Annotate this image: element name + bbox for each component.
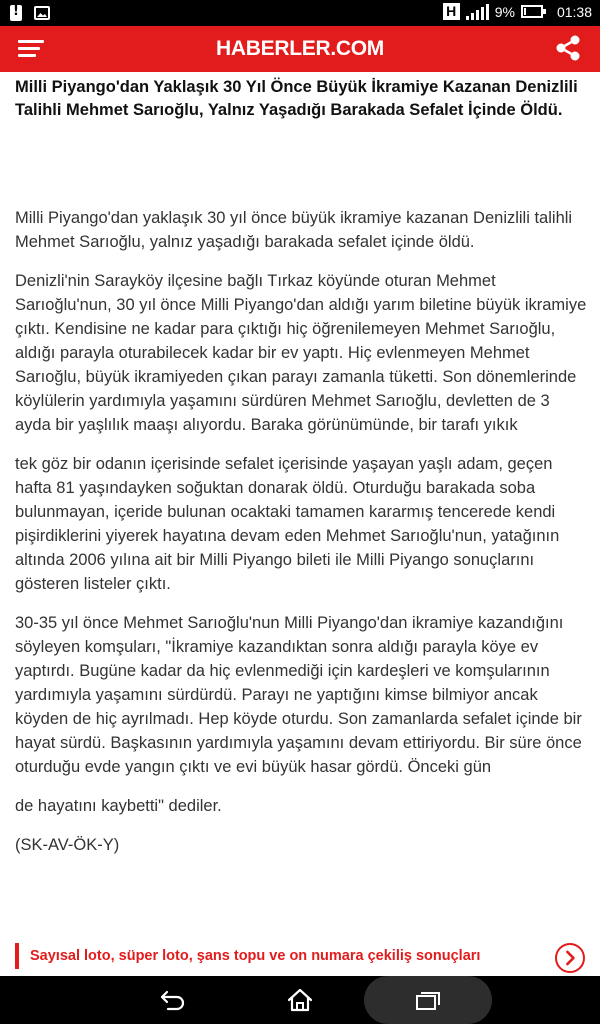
- battery-percent: 9%: [494, 3, 515, 20]
- h-network-icon: H: [443, 3, 460, 20]
- alert-icon: [10, 5, 22, 21]
- battery-icon: [521, 5, 543, 18]
- system-nav-bar: [0, 976, 600, 1024]
- article-paragraph: Milli Piyango'dan yaklaşık 30 yıl önce büyük ikramiye kazanan Denizlili talihli Mehmet Sarıoğlu, yalnız yaşadığı barakada sefalet içinde öldü.: [15, 209, 573, 251]
- back-button[interactable]: [108, 976, 238, 1024]
- article-paragraph: Denizli'nin Sarayköy ilçesine bağlı Tırkaz köyünde oturan Mehmet Sarıoğlu'nun, 30 yıl önce Milli Piyango'dan aldığı yarım biletine büyük ikramiye çıktı. Kendisine ne kadar para çıktığı hiç öğrenilemeyen Mehmet Sarıoğlu, aldığı parayla oturabilecek kadar bir ev yaptı. Hiç evlenmeyen Mehmet Sarıoğlu, büyük ikramiyeden çıkan parayı zamanla tüketti. Son dönemlerinde köylülerin yardımıyla yaşamını sürdüren Mehmet Sarıoğlu, devletten de 3 ayda bir yaşlılık maaşı alıyordu. Baraka görünümünde, bir tarafı yıkık: [15, 272, 587, 434]
- accent-bar: [15, 943, 19, 969]
- article-paragraph: de hayatını kaybetti" dediler.: [15, 797, 222, 815]
- article-source: (SK-AV-ÖK-Y): [15, 836, 120, 854]
- article-paragraph: tek göz bir odanın içerisinde sefalet içerisinde yaşayan yaşlı adam, geçen hafta 81 yaşındayken soğuktan donarak öldü. Oturduğu barakada soba bulunmayan, içeride bulunan ocaktaki tamamen kararmış tencerede kendi pişirdiklerini yiyerek hayatına devam eden Mehmet Sarıoğlu'nun, yatağının altında 2006 yılına ait bir Milli Piyango bileti ile Milli Piyango sonuçlarını gösteren listeler çıktı.: [15, 455, 560, 593]
- clock: 01:38: [556, 3, 592, 20]
- related-news-label[interactable]: Sayısal loto, süper loto, şans topu ve on numara çekiliş sonuçları: [30, 948, 481, 964]
- signal-icon: [466, 4, 489, 20]
- related-news-link[interactable]: [15, 943, 587, 971]
- article-paragraph: 30-35 yıl önce Mehmet Sarıoğlu'nun Milli Piyango'dan ikramiye kazandığını söyleyen komşuları, "İkramiye kazandıktan sonra aldığı parayla köye ev yaptırdı. Bugüne kadar da hiç evlenmediği için kardeşleri ve komşularının yardımıyla yaşamını sürdürdü. Parayı ne yaptığını kimse bilmiyor ancak köyden de hiç ayrılmadı. Hep köyde oturdu. Son zamanlarda sefalet içinde bir hayat sürdü. Başkasının yardımıyla yaşamını devam ettiriyordu. Bir süre önce oturduğu evde yangın çıktı ve evi büyük hasar gördü. Önceki gün: [15, 614, 582, 776]
- status-bar: [0, 0, 600, 26]
- home-icon: [286, 987, 314, 1013]
- back-icon: [160, 989, 186, 1011]
- article-title: Milli Piyango'dan Yaklaşık 30 Yıl Önce Büyük İkramiye Kazanan Denizlili Talihli Mehmet Sarıoğlu, Yalnız Yaşadığı Barakada Sefalet İçinde Öldü.: [15, 78, 578, 119]
- app-header: [0, 26, 600, 72]
- article-body: [15, 206, 587, 872]
- chevron-right-circle-icon[interactable]: [555, 943, 585, 973]
- site-logo[interactable]: HABERLER.COM: [216, 37, 384, 60]
- home-button[interactable]: [235, 976, 365, 1024]
- article-header: [15, 76, 587, 122]
- share-icon[interactable]: [554, 34, 582, 62]
- image-icon: [34, 6, 50, 20]
- recent-apps-icon: [415, 989, 441, 1011]
- recent-apps-button[interactable]: [364, 976, 492, 1024]
